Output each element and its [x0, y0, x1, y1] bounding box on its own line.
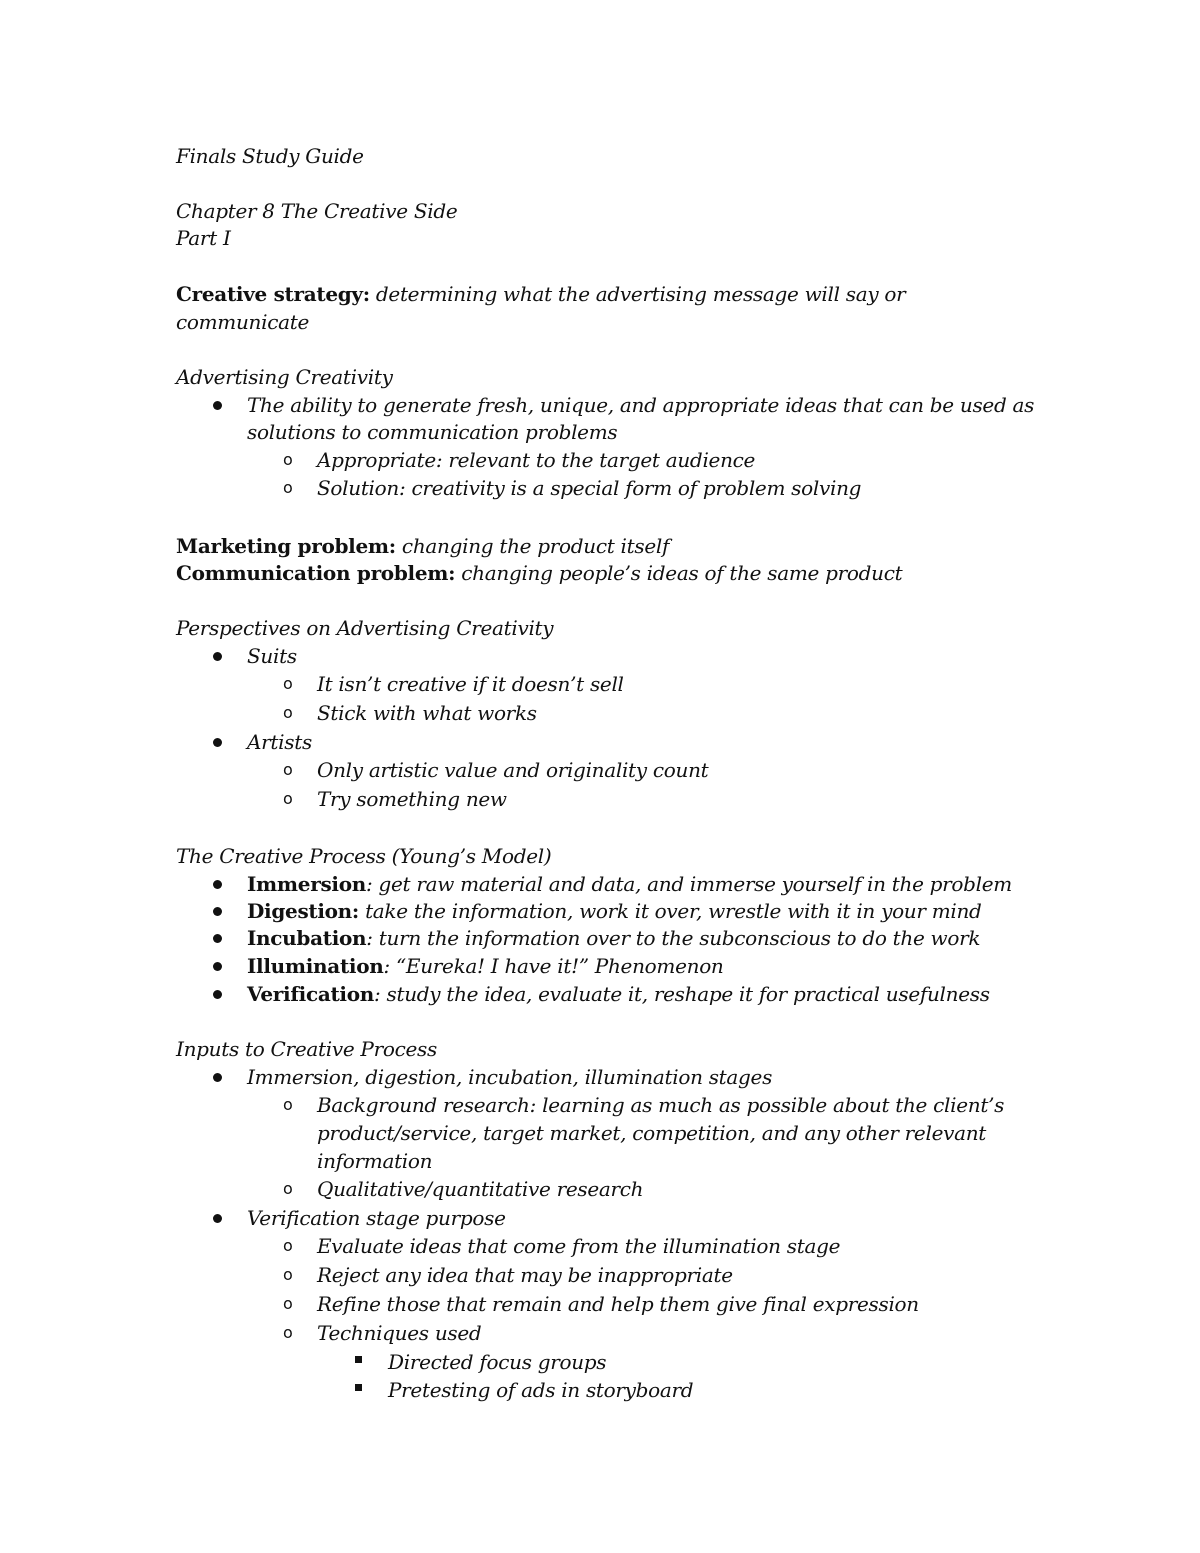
def-marketing-problem: changing the product itself — [395, 534, 670, 558]
list-item: The ability to generate fresh, unique, and appropriate ideas that can be used as — [247, 393, 1035, 417]
term-verification: Verification — [247, 982, 374, 1006]
section-heading-inputs: Inputs to Creative Process — [176, 1037, 437, 1061]
def-creative-strategy: determining what the advertising message will say or — [369, 282, 906, 306]
marketing-problem-definition — [176, 532, 669, 560]
sub-bullet-icon: o — [283, 1294, 293, 1313]
list-item — [247, 952, 724, 980]
list-item — [247, 924, 980, 952]
sub-bullet-icon: o — [283, 450, 293, 469]
list-item-cont: solutions to communication problems — [247, 420, 618, 444]
term-creative-strategy: Creative strategy: — [176, 282, 370, 306]
sub-bullet-icon: o — [283, 1095, 293, 1114]
section-heading-creative-process: The Creative Process (Young’s Model) — [176, 844, 552, 868]
part-heading: Part I — [176, 226, 231, 250]
bullet-icon — [213, 1073, 222, 1082]
list-item: Verification stage purpose — [247, 1206, 506, 1230]
def-immersion: : get raw material and data, and immerse yourself in the problem — [365, 872, 1012, 896]
list-item — [247, 870, 1012, 898]
sub-list-item-cont: product/service, target market, competition, and any other relevant — [317, 1121, 987, 1145]
sub-list-item: Only artistic value and originality count — [317, 758, 709, 782]
sub-list-item: Evaluate ideas that come from the illumination stage — [317, 1234, 841, 1258]
creative-strategy-definition-cont: communicate — [176, 310, 310, 334]
sub-list-item: Background research: learning as much as possible about the client’s — [317, 1093, 1005, 1117]
sub-bullet-icon: o — [283, 1323, 293, 1342]
def-illumination: : “Eureka! I have it!” Phenomenon — [383, 954, 724, 978]
creative-strategy-definition — [176, 280, 905, 308]
sub-sub-list-item: Directed focus groups — [388, 1350, 607, 1374]
doc-title: Finals Study Guide — [176, 144, 364, 168]
bullet-icon — [213, 907, 222, 916]
def-verification: : study the idea, evaluate it, reshape it for practical usefulness — [374, 982, 990, 1006]
sub-bullet-icon: o — [283, 1265, 293, 1284]
sub-bullet-icon: o — [283, 1236, 293, 1255]
square-bullet-icon — [355, 1384, 362, 1391]
sub-list-item: Stick with what works — [317, 701, 537, 725]
term-digestion: Digestion: — [247, 899, 360, 923]
list-item — [247, 980, 990, 1008]
sub-list-item: Techniques used — [317, 1321, 482, 1345]
term-marketing-problem: Marketing problem: — [176, 534, 396, 558]
term-illumination: Illumination — [247, 954, 384, 978]
sub-bullet-icon: o — [283, 789, 293, 808]
bullet-icon — [213, 990, 222, 999]
list-item — [247, 897, 982, 925]
bullet-icon — [213, 962, 222, 971]
term-immersion: Immersion — [247, 872, 366, 896]
sub-sub-list-item: Pretesting of ads in storyboard — [388, 1378, 694, 1402]
def-communication-problem: changing people’s ideas of the same product — [455, 561, 903, 585]
sub-list-item: Refine those that remain and help them give final expression — [317, 1292, 919, 1316]
square-bullet-icon — [355, 1356, 362, 1363]
sub-list-item: Appropriate: relevant to the target audience — [317, 448, 756, 472]
sub-bullet-icon: o — [283, 703, 293, 722]
sub-bullet-icon: o — [283, 760, 293, 779]
communication-problem-definition — [176, 559, 902, 587]
section-heading-perspectives: Perspectives on Advertising Creativity — [176, 616, 554, 640]
sub-list-item: Try something new — [317, 787, 507, 811]
section-heading-adv-creativity: Advertising Creativity — [176, 365, 393, 389]
sub-list-item: It isn’t creative if it doesn’t sell — [317, 672, 624, 696]
sub-list-item: Qualitative/quantitative research — [317, 1177, 644, 1201]
sub-list-item-cont: information — [317, 1149, 433, 1173]
bullet-icon — [213, 401, 222, 410]
def-digestion: take the information, work it over, wrestle with it in your mind — [359, 899, 982, 923]
bullet-icon — [213, 934, 222, 943]
list-item: Immersion, digestion, incubation, illumination stages — [247, 1065, 773, 1089]
sub-list-item: Reject any idea that may be inappropriate — [317, 1263, 733, 1287]
term-incubation: Incubation — [247, 926, 367, 950]
bullet-icon — [213, 738, 222, 747]
chapter-heading: Chapter 8 The Creative Side — [176, 199, 458, 223]
bullet-icon — [213, 652, 222, 661]
sub-bullet-icon: o — [283, 478, 293, 497]
list-item: Artists — [247, 730, 312, 754]
def-incubation: : turn the information over to the subconscious to do the work — [366, 926, 981, 950]
bullet-icon — [213, 880, 222, 889]
sub-bullet-icon: o — [283, 674, 293, 693]
bullet-icon — [213, 1214, 222, 1223]
sub-list-item: Solution: creativity is a special form of problem solving — [317, 476, 862, 500]
term-communication-problem: Communication problem: — [176, 561, 456, 585]
sub-bullet-icon: o — [283, 1179, 293, 1198]
list-item: Suits — [247, 644, 297, 668]
